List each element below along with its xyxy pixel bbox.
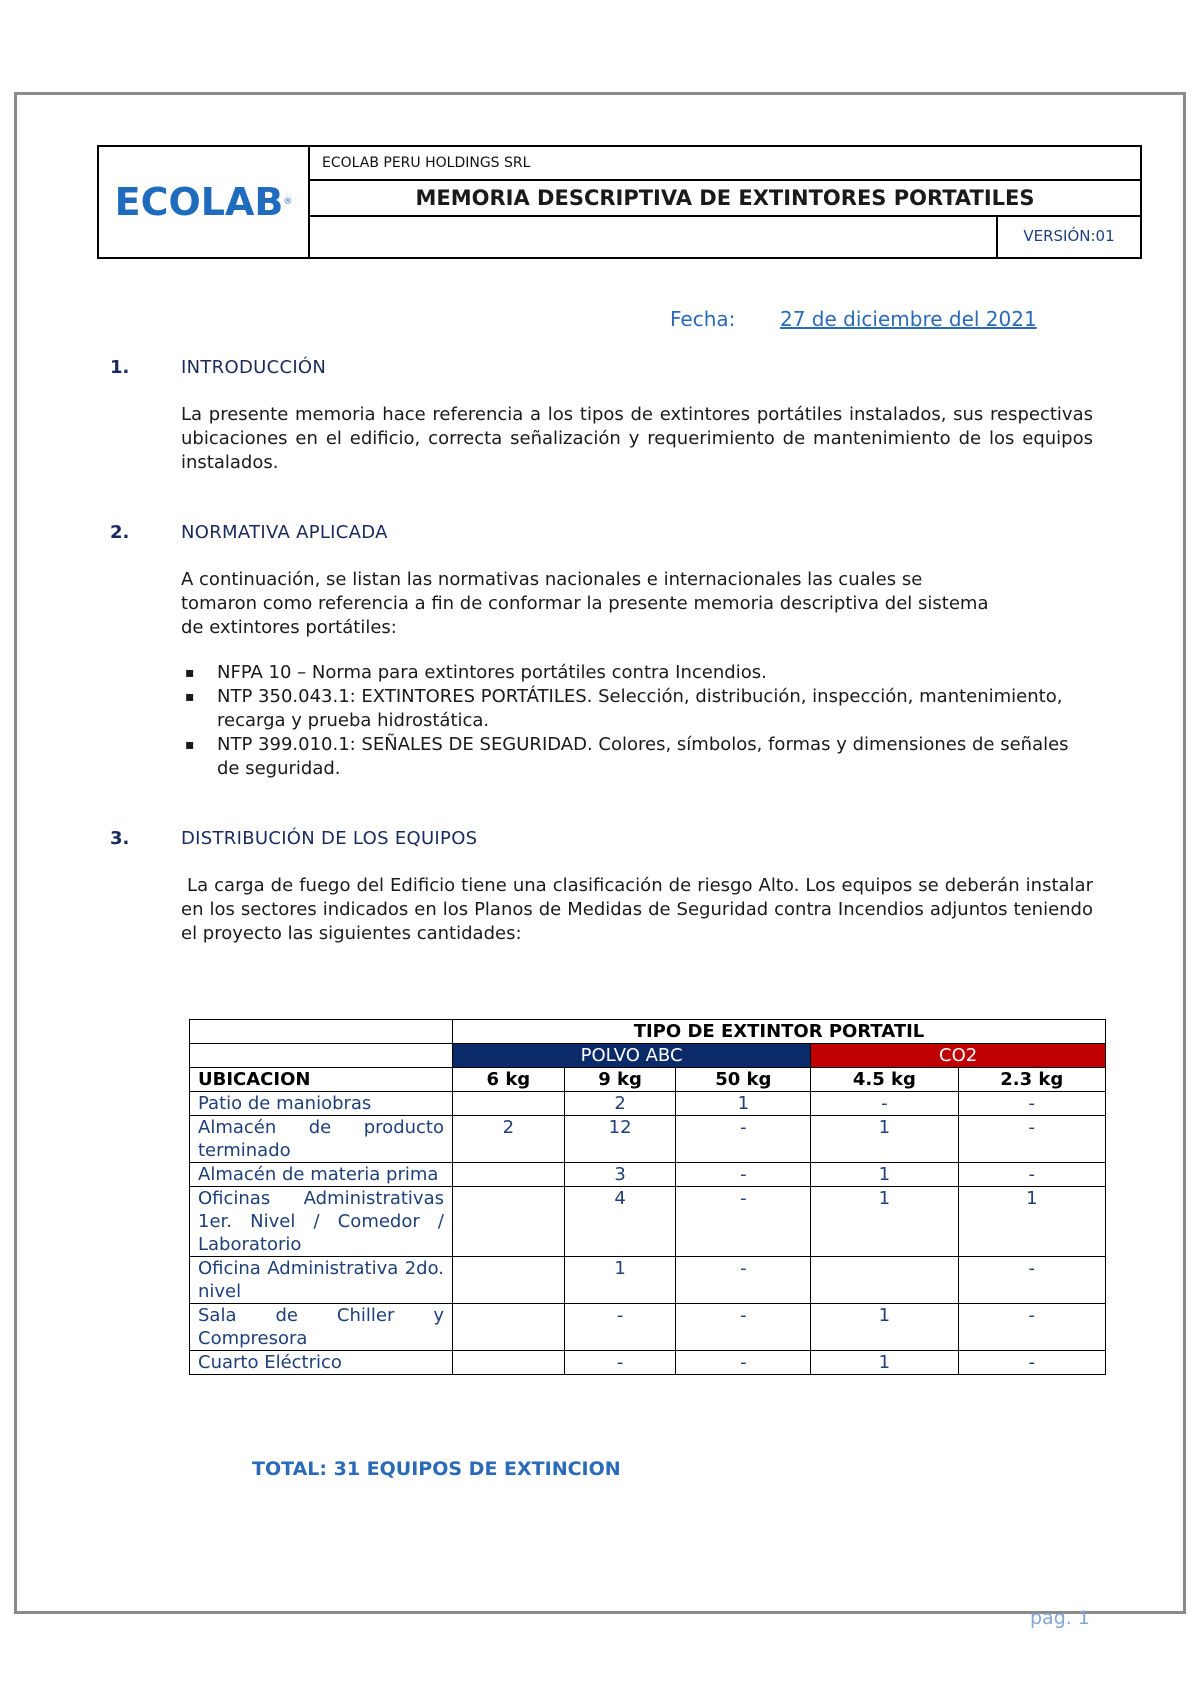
quantity-cell: 1 bbox=[811, 1163, 958, 1187]
column-header: 50 kg bbox=[676, 1068, 811, 1092]
quantity-cell: - bbox=[958, 1116, 1105, 1163]
quantity-cell bbox=[453, 1092, 565, 1116]
quantity-cell bbox=[453, 1304, 565, 1351]
quantity-cell: 1 bbox=[811, 1351, 958, 1375]
quantity-cell: - bbox=[958, 1351, 1105, 1375]
table-row bbox=[190, 1092, 1106, 1116]
location-cell: Oficina Administrativa 2do. nivel bbox=[190, 1257, 453, 1304]
polvo-abc-header: POLVO ABC bbox=[453, 1044, 811, 1068]
column-header: 2.3 kg bbox=[958, 1068, 1105, 1092]
quantity-cell bbox=[453, 1187, 565, 1257]
location-cell: Patio de maniobras bbox=[190, 1092, 453, 1116]
normativa-list bbox=[181, 661, 1093, 781]
section-2-text-line: de extintores portátiles: bbox=[181, 617, 397, 638]
list-item bbox=[181, 733, 1093, 781]
logo-registered-mark: ® bbox=[283, 197, 293, 207]
location-cell: Cuarto Eléctrico bbox=[190, 1351, 453, 1375]
table-row bbox=[190, 1187, 1106, 1257]
quantity-cell: 1 bbox=[676, 1092, 811, 1116]
quantity-cell: - bbox=[676, 1116, 811, 1163]
list-item bbox=[181, 685, 1093, 733]
section-1-text: La presente memoria hace referencia a los tipos de extintores portátiles instalados, sus respectivas ubicaciones en el edificio, correcta señalización y requerimiento de mantenimiento de los equipos instalados. bbox=[181, 404, 1093, 473]
column-header: 6 kg bbox=[453, 1068, 565, 1092]
quantity-cell bbox=[811, 1257, 958, 1304]
date-label: Fecha: bbox=[670, 307, 736, 331]
document-title: MEMORIA DESCRIPTIVA DE EXTINTORES PORTATILES bbox=[310, 181, 1140, 217]
company-name: ECOLAB PERU HOLDINGS SRL bbox=[310, 147, 1140, 181]
list-item-text: NTP 350.043.1: EXTINTORES PORTÁTILES. Selección, distribución, inspección, mantenimiento, recarga y prueba hidrostática. bbox=[217, 686, 1063, 731]
section-2-text-line: A continuación, se listan las normativas nacionales e internacionales las cuales se bbox=[181, 569, 923, 590]
table-row bbox=[190, 1351, 1106, 1375]
quantity-cell: 2 bbox=[564, 1092, 676, 1116]
date-value: 27 de diciembre del 2021 bbox=[780, 307, 1037, 331]
quantity-cell: - bbox=[676, 1304, 811, 1351]
quantity-cell: 1 bbox=[958, 1187, 1105, 1257]
quantity-cell: 4 bbox=[564, 1187, 676, 1257]
table-header-row bbox=[190, 1068, 1106, 1092]
section-2-title: NORMATIVA APLICADA bbox=[181, 522, 388, 543]
table-corner-cell bbox=[190, 1020, 453, 1044]
quantity-cell bbox=[453, 1257, 565, 1304]
table-header-row bbox=[190, 1044, 1106, 1068]
table-row bbox=[190, 1116, 1106, 1163]
section-1-number: 1. bbox=[110, 357, 130, 378]
date-line bbox=[670, 307, 1037, 331]
ecolab-logo bbox=[99, 147, 310, 257]
table-row bbox=[190, 1163, 1106, 1187]
document-header bbox=[97, 145, 1142, 259]
quantity-cell: - bbox=[676, 1351, 811, 1375]
bullet-square-icon: ▪ bbox=[185, 665, 195, 681]
section-1-title: INTRODUCCIÓN bbox=[181, 357, 327, 378]
column-header: 4.5 kg bbox=[811, 1068, 958, 1092]
extinguisher-type-header: TIPO DE EXTINTOR PORTATIL bbox=[453, 1020, 1106, 1044]
quantity-cell: - bbox=[564, 1304, 676, 1351]
quantity-cell: - bbox=[676, 1163, 811, 1187]
table-row bbox=[190, 1257, 1106, 1304]
page-number: pag. 1 bbox=[1030, 1607, 1090, 1629]
quantity-cell: - bbox=[676, 1257, 811, 1304]
quantity-cell: - bbox=[811, 1092, 958, 1116]
section-2-text bbox=[181, 568, 1093, 640]
section-3-title: DISTRIBUCIÓN DE LOS EQUIPOS bbox=[181, 828, 478, 849]
quantity-cell: 1 bbox=[811, 1304, 958, 1351]
table-row bbox=[190, 1304, 1106, 1351]
bullet-square-icon: ▪ bbox=[185, 689, 195, 705]
total-equipment: TOTAL: 31 EQUIPOS DE EXTINCION bbox=[252, 1458, 621, 1480]
quantity-cell: - bbox=[958, 1304, 1105, 1351]
co2-header: CO2 bbox=[811, 1044, 1106, 1068]
quantity-cell bbox=[453, 1351, 565, 1375]
quantity-cell: 1 bbox=[564, 1257, 676, 1304]
section-3-text: La carga de fuego del Edificio tiene una clasificación de riesgo Alto. Los equipos se deberán instalar en los sectores indicados en los Planos de Medidas de Seguridad contra Incendios adjuntos teniendo el proyecto las siguientes cantidades: bbox=[181, 875, 1099, 944]
section-2-number: 2. bbox=[110, 522, 130, 543]
list-item-text: NTP 399.010.1: SEÑALES DE SEGURIDAD. Colores, símbolos, formas y dimensiones de señales de seguridad. bbox=[217, 734, 1069, 779]
section-3-number: 3. bbox=[110, 828, 130, 849]
quantity-cell: 1 bbox=[811, 1116, 958, 1163]
ubicacion-header: UBICACION bbox=[190, 1068, 453, 1092]
quantity-cell: 2 bbox=[453, 1116, 565, 1163]
document-version: VERSIÓN:01 bbox=[996, 217, 1140, 257]
table-corner-cell bbox=[190, 1044, 453, 1068]
extinguisher-table bbox=[189, 1019, 1106, 1375]
quantity-cell: 1 bbox=[811, 1187, 958, 1257]
quantity-cell: - bbox=[958, 1257, 1105, 1304]
quantity-cell: 12 bbox=[564, 1116, 676, 1163]
location-cell: Almacén de materia prima bbox=[190, 1163, 453, 1187]
quantity-cell: - bbox=[564, 1351, 676, 1375]
bullet-square-icon: ▪ bbox=[185, 737, 195, 753]
table-header-row bbox=[190, 1020, 1106, 1044]
location-cell: Almacén de producto terminado bbox=[190, 1116, 453, 1163]
section-2-text-line: tomaron como referencia a fin de conformar la presente memoria descriptiva del sistema bbox=[181, 593, 989, 614]
logo-text: ECOLAB bbox=[114, 180, 284, 224]
quantity-cell bbox=[453, 1163, 565, 1187]
column-header: 9 kg bbox=[564, 1068, 676, 1092]
location-cell: Sala de Chiller y Compresora bbox=[190, 1304, 453, 1351]
list-item bbox=[181, 661, 1093, 685]
quantity-cell: - bbox=[958, 1163, 1105, 1187]
location-cell: Oficinas Administrativas 1er. Nivel / Comedor / Laboratorio bbox=[190, 1187, 453, 1257]
quantity-cell: 3 bbox=[564, 1163, 676, 1187]
quantity-cell: - bbox=[958, 1092, 1105, 1116]
quantity-cell: - bbox=[676, 1187, 811, 1257]
list-item-text: NFPA 10 – Norma para extintores portátiles contra Incendios. bbox=[217, 662, 767, 683]
